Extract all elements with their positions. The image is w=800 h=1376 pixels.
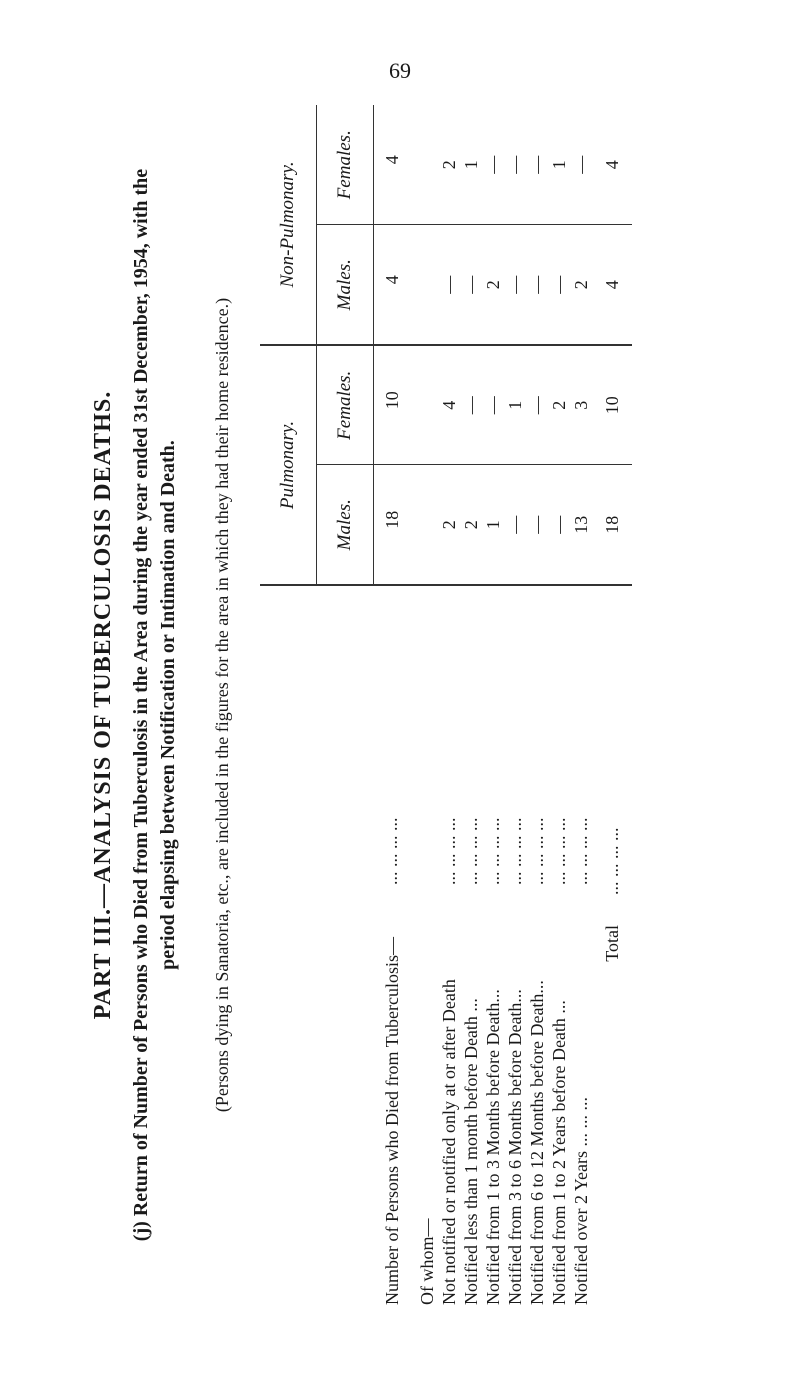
row-label: Notified from 3 to 6 Months before Death...: [505, 989, 525, 1305]
cell-pulmonary-males: 2: [438, 465, 460, 585]
row-dots: ... ... ... ...: [483, 817, 503, 885]
cell-non-pulmonary-males: —: [460, 225, 482, 345]
cell-non-pulmonary-males: —: [526, 225, 548, 345]
cell-pulmonary-females: —: [482, 345, 504, 465]
table-row: [548, 105, 570, 1315]
row-label: Notified from 1 to 3 Months before Death...: [483, 989, 503, 1305]
row-label: Not notified or notified only at or after Death: [439, 979, 459, 1305]
header-non-pulmonary-females: Females.: [317, 105, 374, 225]
row-dots: ... ... ... ...: [461, 817, 481, 885]
header-non-pulmonary-males: Males.: [317, 225, 374, 345]
row-label: Notified from 6 to 12 Months before Death...: [527, 980, 547, 1305]
rotated-page-content: [90, 95, 650, 1315]
tuberculosis-deaths-table: [260, 105, 632, 1315]
table-row: [460, 105, 482, 1315]
cell-pulmonary-females: 3: [570, 345, 592, 465]
total-pulmonary-females: 10: [592, 345, 632, 465]
cell-non-pulmonary-males: —: [548, 225, 570, 345]
page-title: PART III.—ANALYSIS OF TUBERCULOSIS DEATHS.: [90, 390, 116, 1020]
cell-non-pulmonary-males: —: [504, 225, 526, 345]
cell-pulmonary-females: 10: [374, 345, 411, 465]
table-caption: [128, 115, 182, 1295]
row-label: Notified less than 1 month before Death ...: [461, 998, 481, 1305]
row-dots: ... ... ... ...: [439, 817, 459, 885]
table-row: [526, 105, 548, 1315]
row-dots: ... ... ... ...: [571, 817, 591, 885]
table-row: [570, 105, 592, 1315]
table-row-of-whom: [410, 105, 438, 1315]
table-note: (Persons dying in Sanatoria, etc., are included in the figures for the area in which they had their home residence.): [212, 297, 232, 1113]
cell-pulmonary-males: —: [526, 465, 548, 585]
of-whom-label: Of whom—: [417, 1218, 437, 1305]
total-non-pulmonary-males: 4: [592, 225, 632, 345]
total-dots: ... ... ... ...: [601, 827, 622, 895]
row-dots: ... ... ... ...: [381, 817, 402, 885]
header-non-pulmonary: Non-Pulmonary.: [260, 105, 317, 345]
table-row: [482, 105, 504, 1315]
cell-pulmonary-males: —: [548, 465, 570, 585]
caption-line-2: period elapsing between Notification or Intimation and Death.: [157, 440, 179, 970]
total-non-pulmonary-females: 4: [592, 105, 632, 225]
cell-non-pulmonary-females: —: [504, 105, 526, 225]
cell-non-pulmonary-males: 4: [374, 225, 411, 345]
cell-pulmonary-males: 1: [482, 465, 504, 585]
row-label: Number of Persons who Died from Tuberculosis—: [381, 937, 402, 1305]
cell-non-pulmonary-males: 2: [482, 225, 504, 345]
cell-pulmonary-males: 13: [570, 465, 592, 585]
total-label: Total: [601, 925, 622, 962]
cell-non-pulmonary-females: 4: [374, 105, 411, 225]
cell-pulmonary-females: 2: [548, 345, 570, 465]
cell-pulmonary-males: —: [504, 465, 526, 585]
row-dots: ... ... ... ...: [549, 817, 569, 885]
cell-pulmonary-females: —: [460, 345, 482, 465]
header-pulmonary-males: Males.: [317, 465, 374, 585]
row-dots: ... ... ... ...: [505, 817, 525, 885]
row-label: Notified over 2 Years ... ... ...: [571, 1097, 591, 1305]
cell-pulmonary-females: 4: [438, 345, 460, 465]
cell-pulmonary-females: —: [526, 345, 548, 465]
page-number: 69: [389, 58, 411, 83]
cell-non-pulmonary-females: 2: [438, 105, 460, 225]
total-pulmonary-males: 18: [592, 465, 632, 585]
cell-non-pulmonary-males: —: [438, 225, 460, 345]
cell-pulmonary-males: 2: [460, 465, 482, 585]
table-row: [504, 105, 526, 1315]
cell-non-pulmonary-females: 1: [548, 105, 570, 225]
row-label: Notified from 1 to 2 Years before Death ...: [549, 1000, 569, 1305]
cell-non-pulmonary-females: —: [570, 105, 592, 225]
header-pulmonary-females: Females.: [317, 345, 374, 465]
header-pulmonary: Pulmonary.: [260, 345, 317, 585]
cell-pulmonary-males: 18: [374, 465, 411, 585]
table-row: [438, 105, 460, 1315]
cell-non-pulmonary-males: 2: [570, 225, 592, 345]
row-dots: ... ... ... ...: [527, 817, 547, 885]
header-blank: [260, 585, 374, 1315]
cell-non-pulmonary-females: 1: [460, 105, 482, 225]
table-row-died: [374, 105, 411, 1315]
caption-line-1: (j) Return of Number of Persons who Died from Tuberculosis in the Area during the year ended 31st December, 1954, with the: [130, 168, 152, 1242]
cell-non-pulmonary-females: —: [482, 105, 504, 225]
cell-pulmonary-females: 1: [504, 345, 526, 465]
table-row-total: [592, 105, 632, 1315]
cell-non-pulmonary-females: —: [526, 105, 548, 225]
